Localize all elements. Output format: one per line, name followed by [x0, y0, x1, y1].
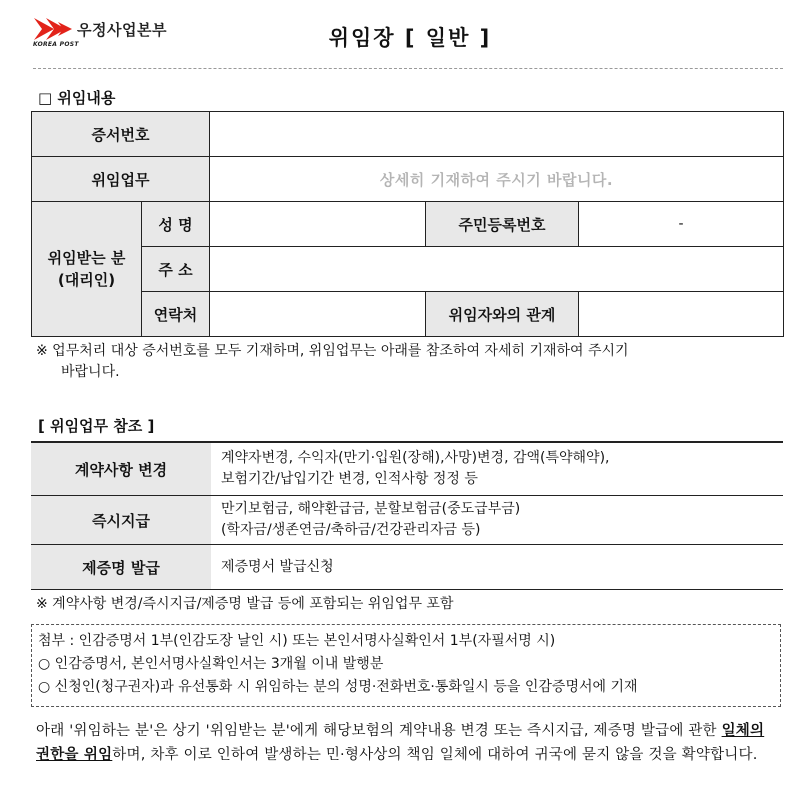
section-heading-delegation: □ 위임내용	[38, 89, 116, 107]
delegation-table	[31, 111, 784, 337]
reference-value-line1: 계약자변경, 수익자(만기·입원(장해),사망)변경, 감액(특약해약),	[221, 450, 610, 466]
agent-label-line1: 위임받는 분	[47, 249, 126, 267]
rrn-label: 주민등록번호	[426, 202, 579, 247]
reference-value-line2: (학자금/생존연금/축하금/건강관리자금 등)	[221, 522, 481, 538]
attachment-line3: ○ 신청인(청구권자)과 유선통화 시 위임하는 분의 성명·전화번호·통화일시 등을 인감증명서에 기재	[38, 679, 638, 695]
statement-part1: 아래 '위임하는 분'은 상기 '위임받는 분'에게 해당보험의 계약내용 변경 또는 즉시지급, 제증명 발급에 관한	[36, 723, 722, 739]
delegation-note	[36, 341, 781, 383]
delegation-note-line1: ※ 업무처리 대상 증서번호를 모두 기재하며, 위임업무는 아래를 참조하여 자세히 기재하여 주시기	[36, 343, 629, 359]
agent-label	[32, 202, 142, 337]
name-field[interactable]	[210, 202, 426, 247]
reference-value-line2: 보험기간/납입기간 변경, 인적사항 정정 등	[221, 471, 478, 487]
cert-number-label: 증서번호	[32, 112, 210, 157]
attachment-box	[31, 624, 781, 707]
delegation-note-line2: 바랍니다.	[61, 364, 120, 380]
name-label: 성 명	[142, 202, 210, 247]
address-label: 주 소	[142, 247, 210, 292]
section-heading-reference: [ 위임업무 참조 ]	[38, 417, 155, 435]
header-divider	[33, 68, 783, 69]
reference-value	[211, 496, 783, 545]
reference-value-line1: 만기보험금, 해약환급금, 분할보험금(중도급부금)	[221, 501, 521, 517]
reference-table	[31, 441, 783, 590]
task-field[interactable]: 상세히 기재하여 주시기 바랍니다.	[210, 157, 784, 202]
reference-value	[211, 545, 783, 590]
logo-subtitle: KOREA POST	[33, 41, 79, 48]
relation-field[interactable]	[579, 292, 784, 337]
reference-note: ※ 계약사항 변경/즉시지급/제증명 발급 등에 포함되는 위임업무 포함	[36, 596, 454, 612]
korea-post-swallow-icon	[32, 16, 76, 42]
korea-post-logo	[32, 16, 182, 48]
reference-label: 제증명 발급	[31, 545, 211, 590]
statement-part2: 하며, 차후 이로 인하여 발생하는 민·형사상의 책임 일체에 대하여 귀국에 묻지 않을 것을 확약합니다.	[112, 747, 758, 763]
relation-label: 위임자와의 관계	[426, 292, 579, 337]
statement-emphasis: 일체의 권한을 위임	[36, 723, 765, 763]
cert-number-field[interactable]	[210, 112, 784, 157]
rrn-field[interactable]: -	[579, 202, 784, 247]
reference-value	[211, 442, 783, 496]
attachment-line1: 첨부 : 인감증명서 1부(인감도장 날인 시) 또는 본인서명사실확인서 1부(자필서명 시)	[38, 633, 556, 649]
reference-label: 즉시지급	[31, 496, 211, 545]
reference-value-line1: 제증명서 발급신청	[221, 558, 334, 575]
agent-label-line2: (대리인)	[57, 271, 116, 289]
delegation-statement	[36, 719, 781, 767]
attachment-line2: ○ 인감증명서, 본인서명사실확인서는 3개월 이내 발행분	[38, 656, 384, 672]
address-field[interactable]	[210, 247, 784, 292]
page-title: 위임장 [ 일반 ]	[328, 26, 492, 50]
contact-field[interactable]	[210, 292, 426, 337]
task-label: 위임업무	[32, 157, 210, 202]
logo-name: 우정사업본부	[77, 21, 167, 39]
reference-label: 계약사항 변경	[31, 442, 211, 496]
contact-label: 연락처	[142, 292, 210, 337]
